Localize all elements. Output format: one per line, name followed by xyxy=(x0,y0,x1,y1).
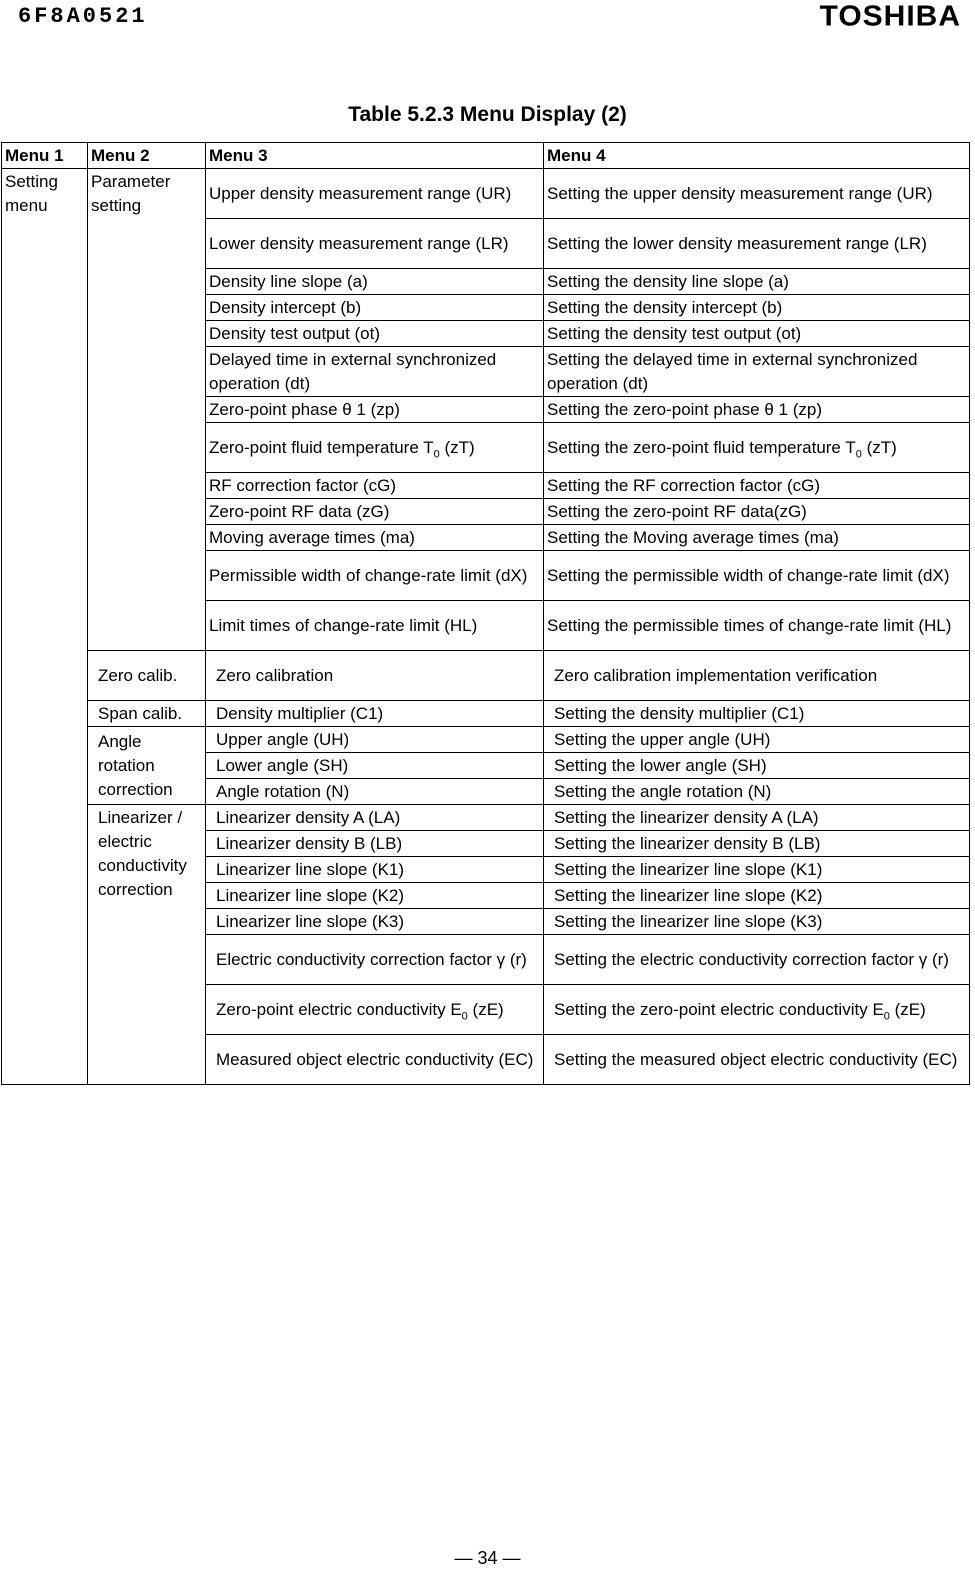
menu4-cell: Setting the upper density measurement range (UR) xyxy=(544,169,970,219)
menu3-cell: Lower angle (SH) xyxy=(206,753,544,779)
toshiba-logo: TOSHIBA xyxy=(819,0,961,33)
menu3-cell: Limit times of change-rate limit (HL) xyxy=(206,601,544,651)
menu3-cell: Zero-point fluid temperature $T_0$ (zT) xyxy=(206,423,544,473)
header-menu-3: Menu 3 xyxy=(206,143,544,169)
header-menu-4: Menu 4 xyxy=(544,143,970,169)
menu3-cell: Density test output (ot) xyxy=(206,321,544,347)
menu-display-table xyxy=(1,142,970,1085)
menu3-cell: Permissible width of change-rate limit (dX) xyxy=(206,551,544,601)
menu3-cell: Density line slope (a) xyxy=(206,269,544,295)
page-number: — 34 — xyxy=(454,1548,521,1568)
menu3-cell: Moving average times (ma) xyxy=(206,525,544,551)
menu3-cell: Linearizer line slope (K1) xyxy=(206,857,544,883)
menu3-cell: Upper angle (UH) xyxy=(206,727,544,753)
menu4-cell: Setting the density line slope (a) xyxy=(544,269,970,295)
menu4-cell: Setting the lower density measurement range (LR) xyxy=(544,219,970,269)
menu3-cell: Zero-point RF data (zG) xyxy=(206,499,544,525)
table-row xyxy=(2,169,970,219)
menu4-cell: Setting the linearizer line slope (K2) xyxy=(544,883,970,909)
table-row xyxy=(2,727,970,753)
table-row xyxy=(2,651,970,701)
menu4-cell: Setting the linearizer density B (LB) xyxy=(544,831,970,857)
menu3-cell: Linearizer density B (LB) xyxy=(206,831,544,857)
menu4-cell: Setting the zero-point electric conductivity $E_0$ (zE) xyxy=(544,985,970,1035)
menu3-cell: Upper density measurement range (UR) xyxy=(206,169,544,219)
menu3-cell: Zero calibration xyxy=(206,651,544,701)
menu4-cell: Setting the zero-point fluid temperature $T_0$ (zT) xyxy=(544,423,970,473)
menu4-cell: Setting the electric conductivity correction factor γ (r) xyxy=(544,935,970,985)
menu3-cell: Linearizer line slope (K3) xyxy=(206,909,544,935)
menu4-cell: Setting the density intercept (b) xyxy=(544,295,970,321)
menu4-cell: Setting the measured object electric conductivity (EC) xyxy=(544,1035,970,1085)
menu2-cell: Angle rotation correction xyxy=(88,727,206,805)
menu1-cell: Setting menu xyxy=(2,169,88,1085)
menu4-cell: Setting the permissible times of change-rate limit (HL) xyxy=(544,601,970,651)
menu3-cell: Zero-point phase θ 1 (zp) xyxy=(206,397,544,423)
menu3-cell: Density multiplier (C1) xyxy=(206,701,544,727)
menu4-cell: Setting the angle rotation (N) xyxy=(544,779,970,805)
menu3-cell: RF correction factor (cG) xyxy=(206,473,544,499)
menu3-cell: Density intercept (b) xyxy=(206,295,544,321)
menu2-cell: Linearizer / electric conductivity correction xyxy=(88,805,206,1085)
table-row xyxy=(2,805,970,831)
menu4-cell: Setting the zero-point phase θ 1 (zp) xyxy=(544,397,970,423)
menu4-cell: Setting the zero-point RF data(zG) xyxy=(544,499,970,525)
menu4-cell: Setting the linearizer line slope (K3) xyxy=(544,909,970,935)
menu4-cell: Setting the delayed time in external synchronized operation (dt) xyxy=(544,347,970,397)
menu2-cell: Zero calib. xyxy=(88,651,206,701)
menu3-cell: Delayed time in external synchronized operation (dt) xyxy=(206,347,544,397)
menu4-cell: Zero calibration implementation verification xyxy=(544,651,970,701)
header-menu-2: Menu 2 xyxy=(88,143,206,169)
menu4-cell: Setting the density multiplier (C1) xyxy=(544,701,970,727)
menu4-cell: Setting the RF correction factor (cG) xyxy=(544,473,970,499)
table-row xyxy=(2,701,970,727)
menu3-cell: Zero-point electric conductivity $E_0$ (zE) xyxy=(206,985,544,1035)
table-title: Table 5.2.3 Menu Display (2) xyxy=(348,103,627,126)
menu3-cell: Angle rotation (N) xyxy=(206,779,544,805)
menu4-cell: Setting the density test output (ot) xyxy=(544,321,970,347)
menu2-cell: Span calib. xyxy=(88,701,206,727)
table-header-row xyxy=(2,143,970,169)
menu3-cell: Measured object electric conductivity (EC) xyxy=(206,1035,544,1085)
menu4-cell: Setting the linearizer density A (LA) xyxy=(544,805,970,831)
menu4-cell: Setting the linearizer line slope (K1) xyxy=(544,857,970,883)
menu4-cell: Setting the upper angle (UH) xyxy=(544,727,970,753)
table-body xyxy=(2,169,970,1085)
menu4-cell: Setting the Moving average times (ma) xyxy=(544,525,970,551)
menu3-cell: Lower density measurement range (LR) xyxy=(206,219,544,269)
header-menu-1: Menu 1 xyxy=(2,143,88,169)
menu3-cell: Electric conductivity correction factor γ (r) xyxy=(206,935,544,985)
menu4-cell: Setting the lower angle (SH) xyxy=(544,753,970,779)
menu4-cell: Setting the permissible width of change-rate limit (dX) xyxy=(544,551,970,601)
menu2-cell: Parameter setting xyxy=(88,169,206,651)
menu3-cell: Linearizer density A (LA) xyxy=(206,805,544,831)
document-number: 6F8A0521 xyxy=(18,4,148,29)
menu3-cell: Linearizer line slope (K2) xyxy=(206,883,544,909)
